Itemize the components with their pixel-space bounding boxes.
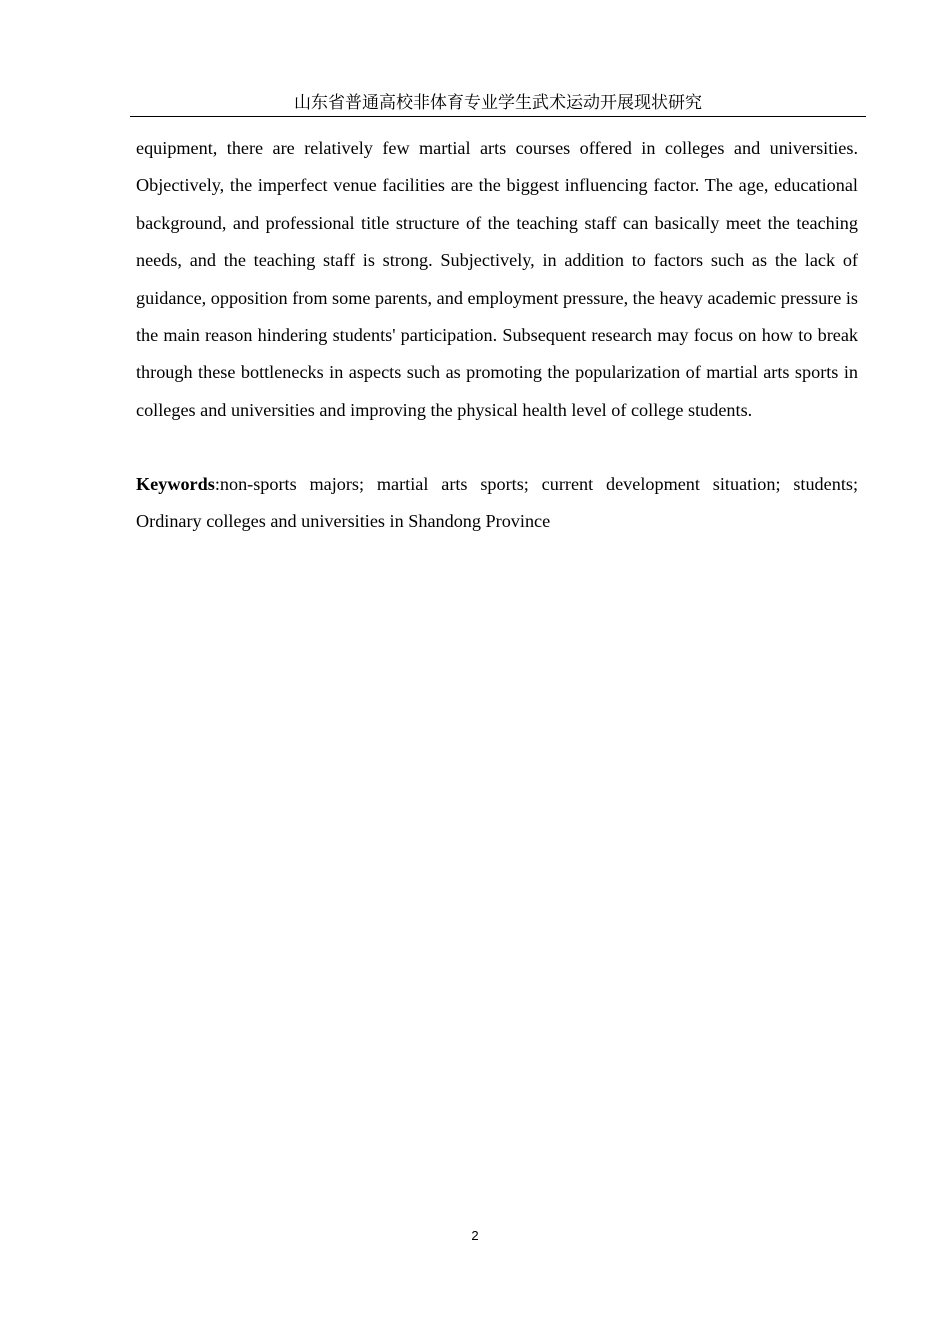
keywords-text: non-sports majors; martial arts sports; current development situation; students; Ordinary colleges and universities in Shandong Province	[136, 474, 858, 532]
keywords-line	[136, 466, 858, 541]
running-header-title: 山东省普通高校非体育专业学生武术运动开展现状研究	[294, 93, 702, 113]
running-header	[130, 88, 866, 117]
abstract-paragraph: equipment, there are relatively few martial arts courses offered in colleges and universities. Objectively, the imperfect venue facilities are the biggest influencing factor. The age, educational background, and professional title structure of the teaching staff can basically meet the teaching needs, and the teaching staff is strong. Subjectively, in addition to factors such as the lack of guidance, opposition from some parents, and employment pressure, the heavy academic pressure is the main reason hindering students' participation. Subsequent research may focus on how to break through these bottlenecks in aspects such as promoting the popularization of martial arts sports in colleges and universities and improving the physical health level of college students.	[136, 138, 858, 420]
page-number: 2	[471, 1228, 479, 1243]
keywords-separator: :	[214, 474, 220, 494]
keywords-label: Keywords	[136, 474, 215, 494]
